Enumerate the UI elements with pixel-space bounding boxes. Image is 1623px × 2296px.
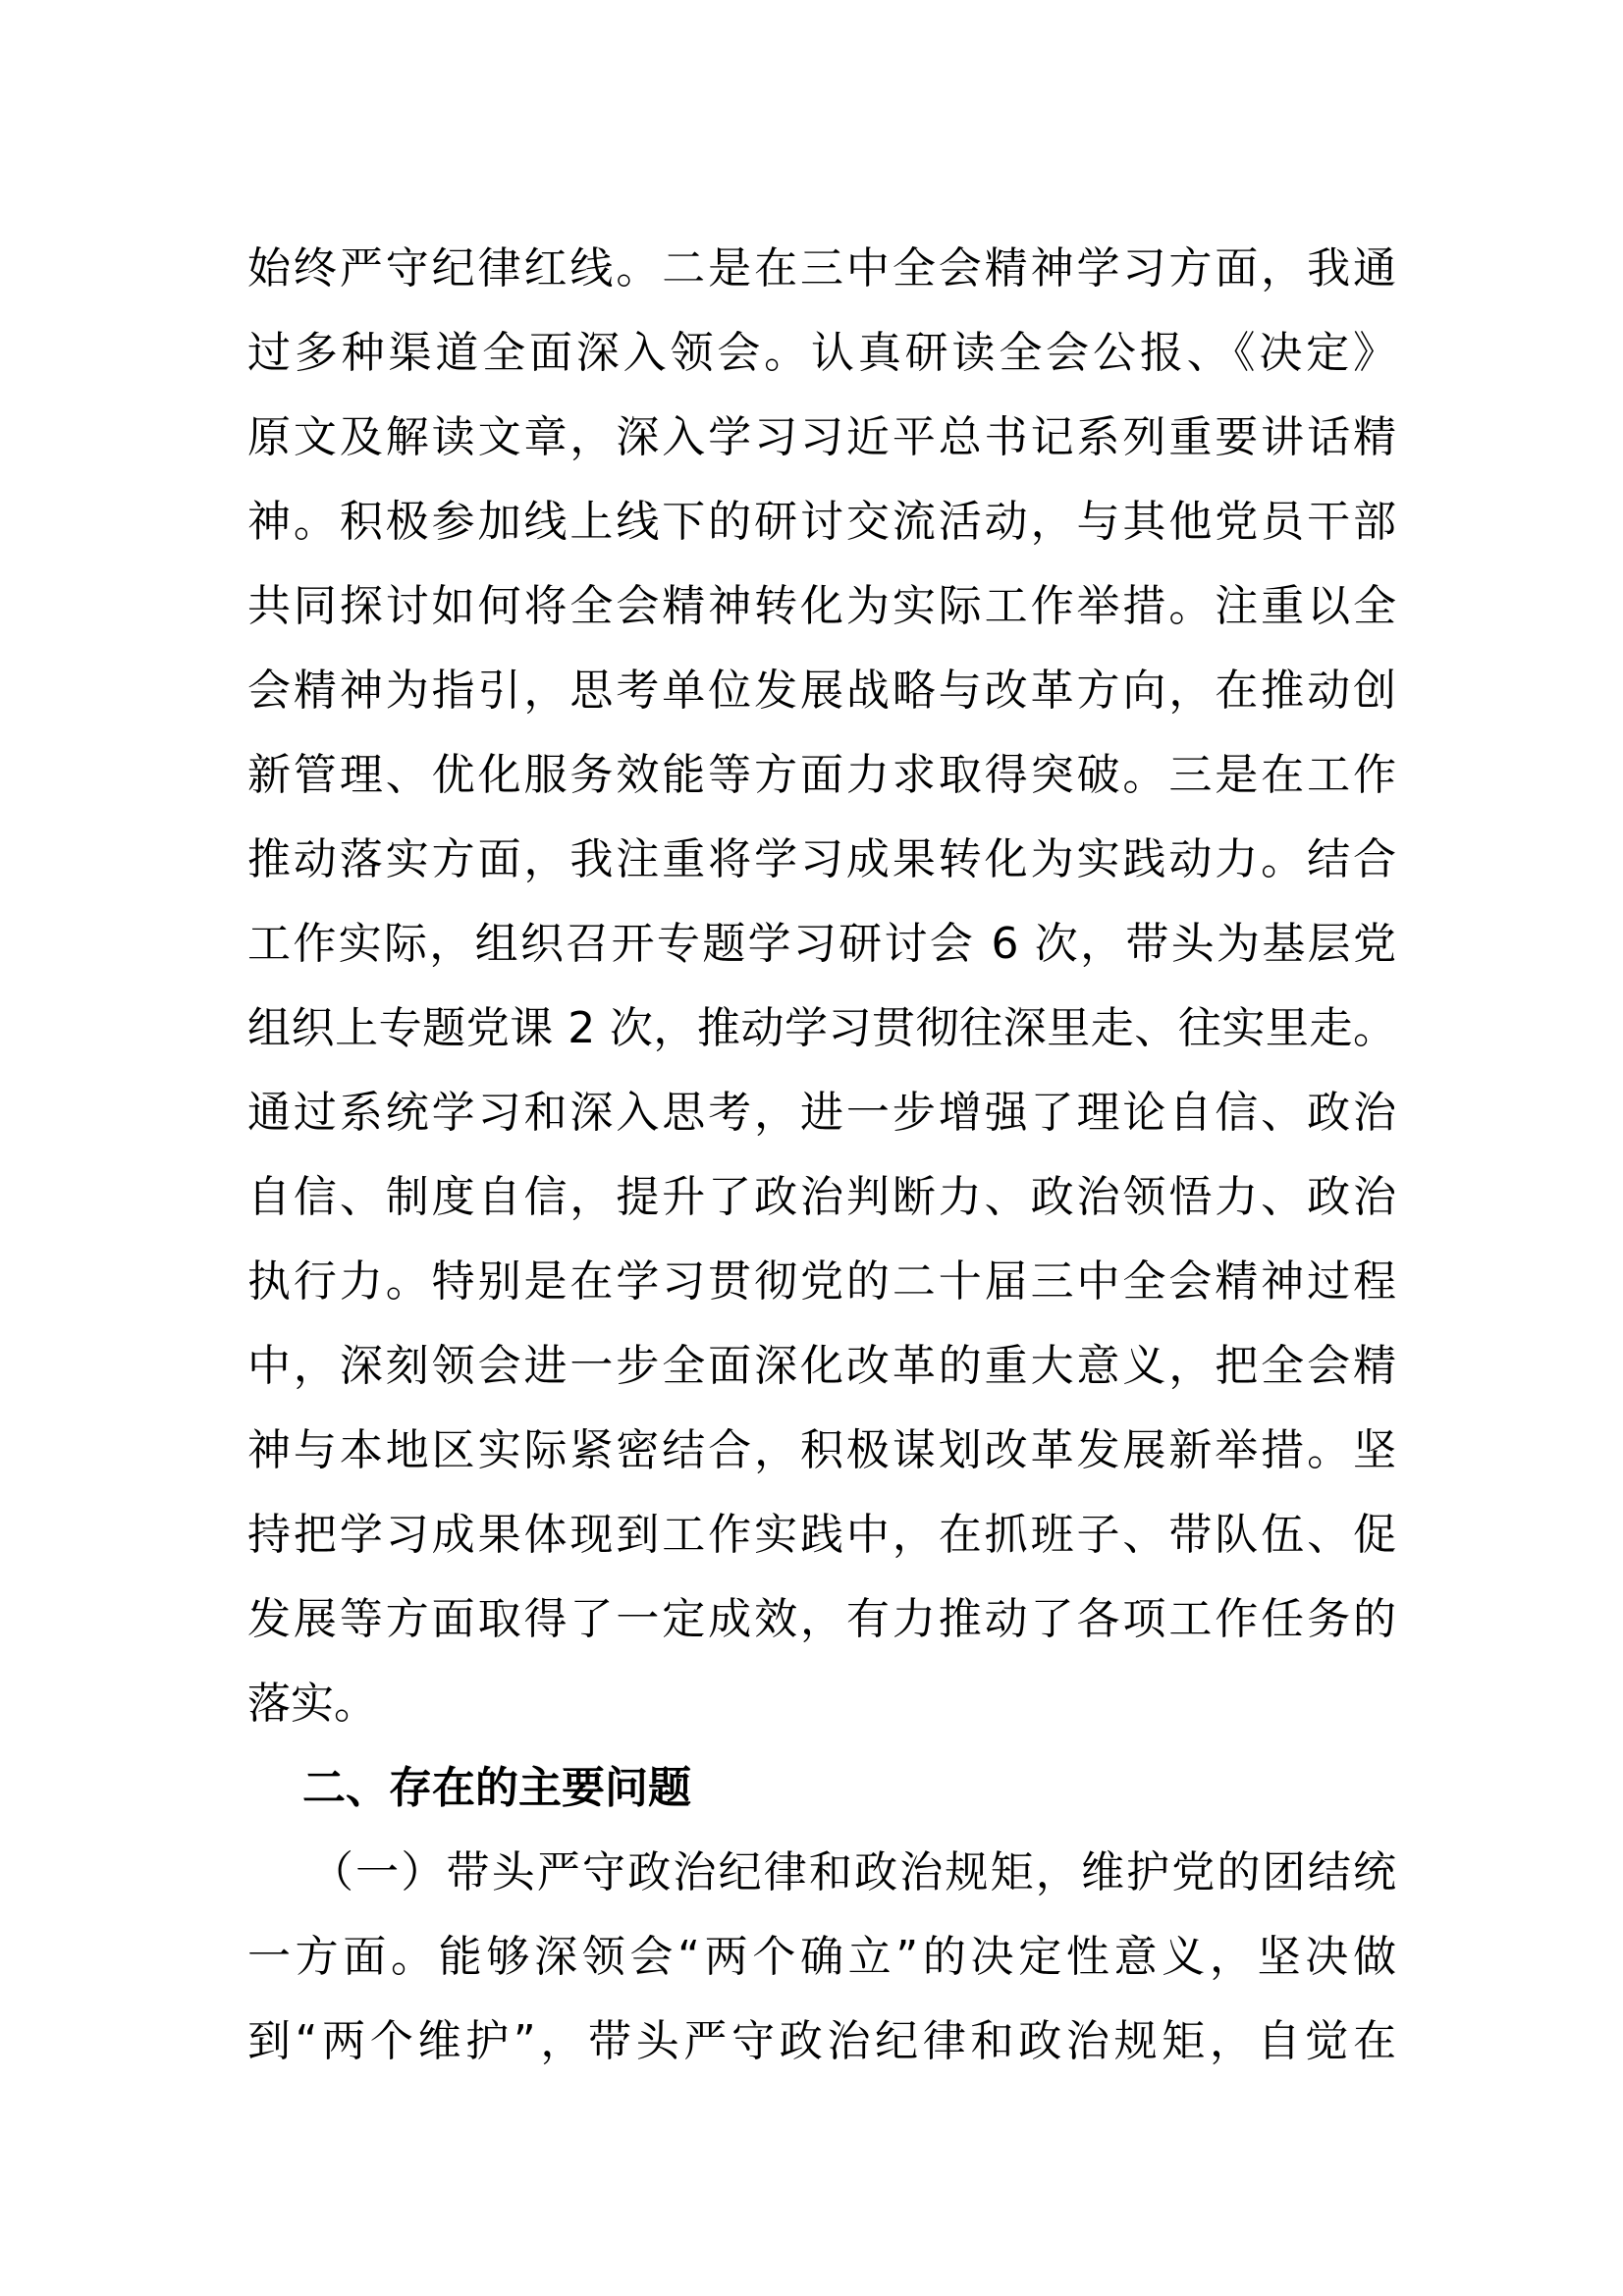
paragraph-line: 执行力。特别是在学习贯彻党的二十届三中全会精神过程	[247, 1256, 1396, 1307]
section-heading: 二、存在的主要问题	[302, 1763, 691, 1813]
paragraph-line: 推动落实方面，我注重将学习成果转化为实践动力。结合	[247, 834, 1396, 884]
paragraph-line: 共同探讨如何将全会精神转化为实际工作举措。注重以全	[247, 581, 1396, 631]
paragraph-line: 过多种渠道全面深入领会。认真研读全会公报、《决定》	[247, 328, 1396, 378]
paragraph-line: 新管理、优化服务效能等方面力求取得突破。三是在工作	[247, 750, 1396, 800]
paragraph-line: 组织上专题党课 2 次，推动学习贯彻往深里走、往实里走。	[247, 1003, 1396, 1053]
subsection-line: 到“两个维护”，带头严守政治纪律和政治规矩，自觉在	[247, 2016, 1396, 2066]
subsection-line: （一）带头严守政治纪律和政治规矩，维护党的团结统	[310, 1847, 1396, 1897]
paragraph-line: 神与本地区实际紧密结合，积极谋划改革发展新举措。坚	[247, 1425, 1396, 1475]
paragraph-line: 通过系统学习和深入思考，进一步增强了理论自信、政治	[247, 1088, 1396, 1138]
document-body	[247, 227, 1396, 2084]
paragraph-line: 神。积极参加线上线下的研讨交流活动，与其他党员干部	[247, 497, 1396, 547]
subsection-line: 一方面。能够深领会“两个确立”的决定性意义，坚决做	[247, 1932, 1396, 1982]
paragraph-line: 中，深刻领会进一步全面深化改革的重大意义，把全会精	[247, 1341, 1396, 1391]
paragraph-line-last: 落实。	[247, 1679, 377, 1729]
paragraph-line: 发展等方面取得了一定成效，有力推动了各项工作任务的	[247, 1594, 1396, 1644]
paragraph-line: 始终严守纪律红线。二是在三中全会精神学习方面，我通	[247, 243, 1396, 294]
paragraph-line: 自信、制度自信，提升了政治判断力、政治领悟力、政治	[247, 1172, 1396, 1222]
paragraph-line: 工作实际，组织召开专题学习研讨会 6 次，带头为基层党	[247, 919, 1396, 969]
paragraph-line: 持把学习成果体现到工作实践中，在抓班子、带队伍、促	[247, 1510, 1396, 1560]
paragraph-line: 会精神为指引，思考单位发展战略与改革方向，在推动创	[247, 666, 1396, 716]
paragraph-line: 原文及解读文章，深入学习习近平总书记系列重要讲话精	[247, 412, 1396, 462]
